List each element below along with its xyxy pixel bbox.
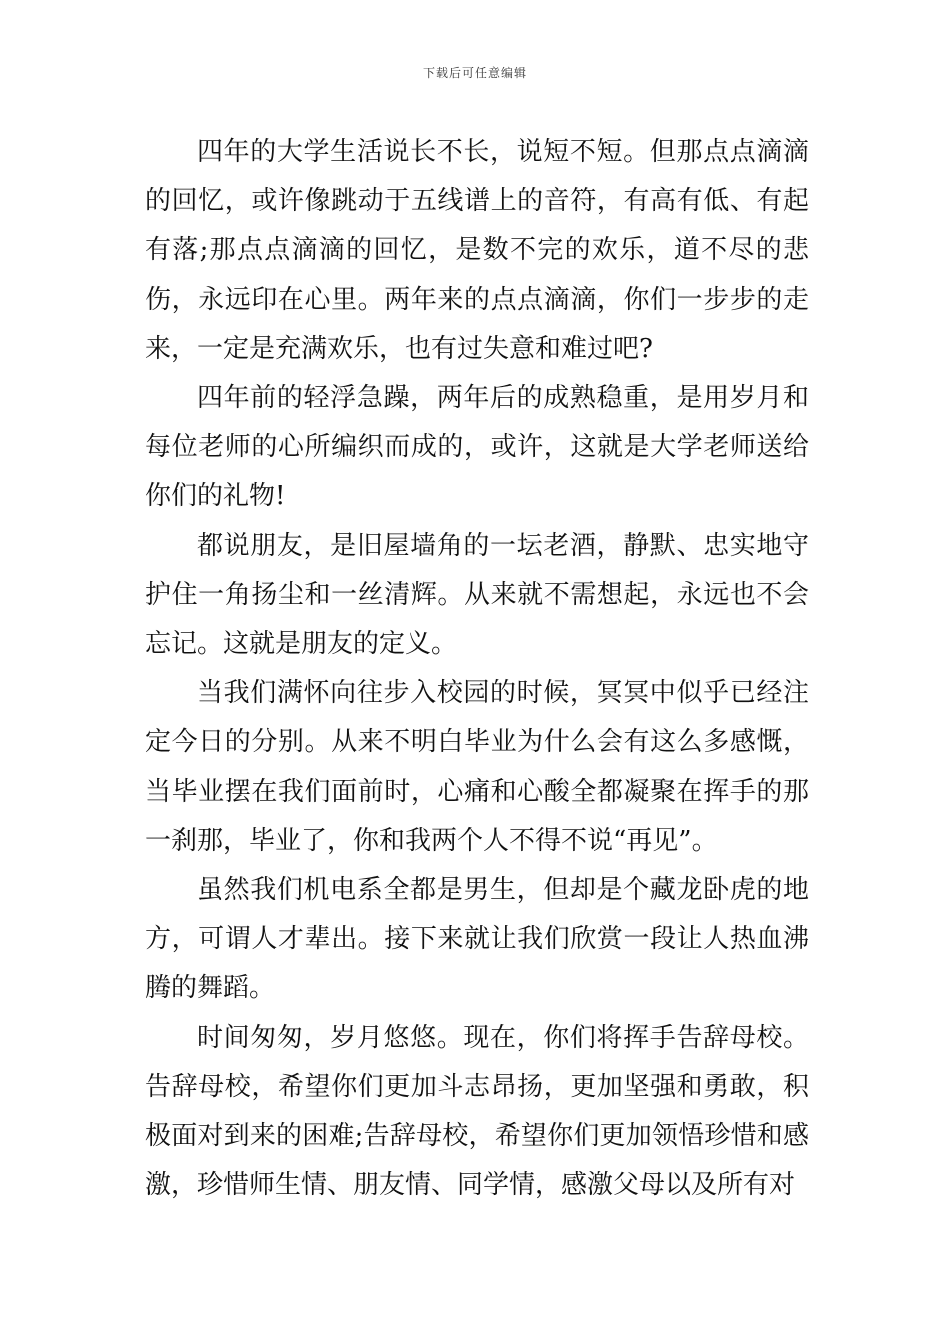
header-note: 下载后可任意编辑 xyxy=(422,66,527,80)
paragraph-3: 都说朋友，是旧屋墙角的一坛老酒，静默、忠实地守护住一角扬尘和一丝清辉。从来就不需想起，永远也不会忘记。这就是朋友的定义。 xyxy=(145,530,809,660)
paragraph-1: 四年的大学生活说长不长，说短不短。但那点点滴滴的回忆，或许像跳动于五线谱上的音符，有高有低、有起有落;那点点滴滴的回忆，是数不完的欢乐，道不尽的悲伤，永远印在心里。两年来的点点滴滴，你们一步步的走来，一定是充满欢乐，也有过失意和难过吧? xyxy=(145,137,809,364)
paragraph-6: 时间匆匆，岁月悠悠。现在，你们将挥手告辞母校。告辞母校，希望你们更加斗志昂扬，更加坚强和勇敢，积极面对到来的困难;告辞母校，希望你们更加领悟珍惜和感激，珍惜师生情、朋友情、同学情，感激父母以及所有对 xyxy=(145,1022,809,1201)
paragraph-4: 当我们满怀向往步入校园的时候，冥冥中似乎已经注定今日的分别。从来不明白毕业为什么会有这么多感慨，当毕业摆在我们面前时，心痛和心酸全都凝聚在挥手的那一刹那，毕业了，你和我两个人不得不说“再见”。 xyxy=(145,678,809,856)
paragraph-5: 虽然我们机电系全都是男生，但却是个藏龙卧虎的地方，可谓人才辈出。接下来就让我们欣赏一段让人热血沸腾的舞蹈。 xyxy=(145,875,809,1004)
paragraph-2: 四年前的轻浮急躁，两年后的成熟稳重，是用岁月和每位老师的心所编织而成的，或许，这就是大学老师送给你们的礼物! xyxy=(145,383,809,512)
document-body xyxy=(145,128,809,1210)
